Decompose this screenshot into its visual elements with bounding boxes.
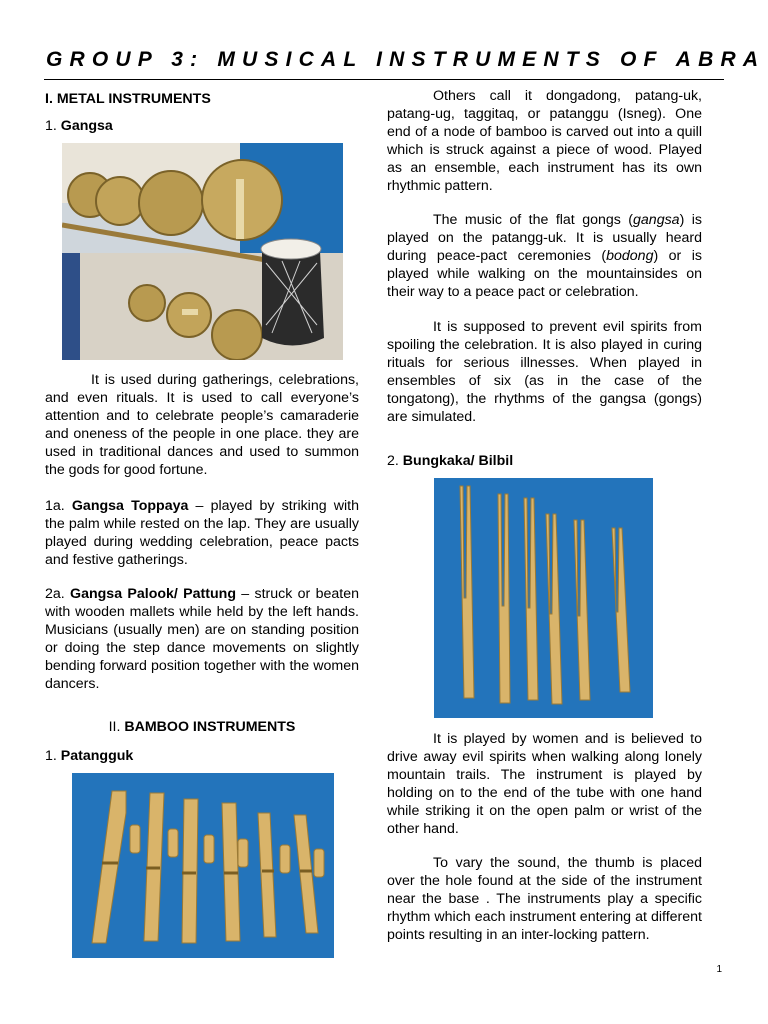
- gangsa-palook-paragraph: 2a. Gangsa Palook/ Pattung – struck or beaten with wooden mallets while held by the left hands. Musicians (usually men) are on standing position or doing the step dance movements on slightly bending forward position together with the women dancers.: [45, 586, 359, 692]
- patangguk-subheading: 1. Patangguk: [45, 748, 134, 764]
- gangsa-toppaya-paragraph: 1a. Gangsa Toppaya – played by striking with the palm while rested on the lap. They are usually played during wedding celebration, peace pacts and festive gatherings.: [45, 498, 360, 568]
- patangguk-photo: [72, 773, 334, 958]
- page-title: GROUP 3: MUSICAL INSTRUMENTS OF ABRA: [46, 48, 766, 71]
- bamboo-instruments-heading: II. BAMBOO INSTRUMENTS: [108, 719, 296, 735]
- played-by-women-paragraph: It is played by women and is believed to drive away evil spirits when walking along lonely mountain trails. The instrument is played by holding on to the end of the tube with one hand while striking it on the open palm or wrist of the other hand.: [387, 731, 702, 837]
- page-number: 1: [716, 964, 722, 975]
- flat-gongs-paragraph: The music of the flat gongs (gangsa) is played on the patangg-uk. It is usually heard during peace-pact ceremonies (bodong) or is played while walking on the mountainsides on their way to a peace pact or celebration.: [387, 212, 702, 300]
- patangguk-description: Others call it dongadong, patang-uk, patang-ug, taggitaq, or patanggu (Isneg). One end of a node of bamboo is carved out into a quill which is struck against a piece of wood. Played as an ensemble, each instrument has its own rhythmic pattern.: [387, 88, 702, 194]
- metal-instruments-heading: I. METAL INSTRUMENTS: [45, 91, 211, 107]
- gangsa-subheading: 1. Gangsa: [45, 118, 113, 134]
- title-rule: [44, 79, 724, 80]
- vary-sound-paragraph: To vary the sound, the thumb is placed over the hole found at the side of the instrument near the base . The instruments play a specific rhythm which each instrument entering at different points resulting in an inter-locking pattern.: [387, 855, 702, 943]
- gangsa-description: It is used during gatherings, celebrations, and even rituals. It is used to call everyone’s attention and to celebrate people’s camaraderie and oneness of the people in one place. they are used in traditional dances and used to summon the gods for good fortune.: [45, 372, 359, 478]
- bungkaka-subheading: 2. Bungkaka/ Bilbil: [387, 453, 514, 469]
- evil-spirits-paragraph: It is supposed to prevent evil spirits from spoiling the celebration. It is also played in curing rituals for serious illnesses. When played in ensembles of six (as in the case of the tongatong), the rhythms of the gangsa (gongs) are simulated.: [387, 319, 702, 425]
- gangsa-photo: [62, 143, 343, 360]
- bungkaka-photo: [434, 478, 653, 718]
